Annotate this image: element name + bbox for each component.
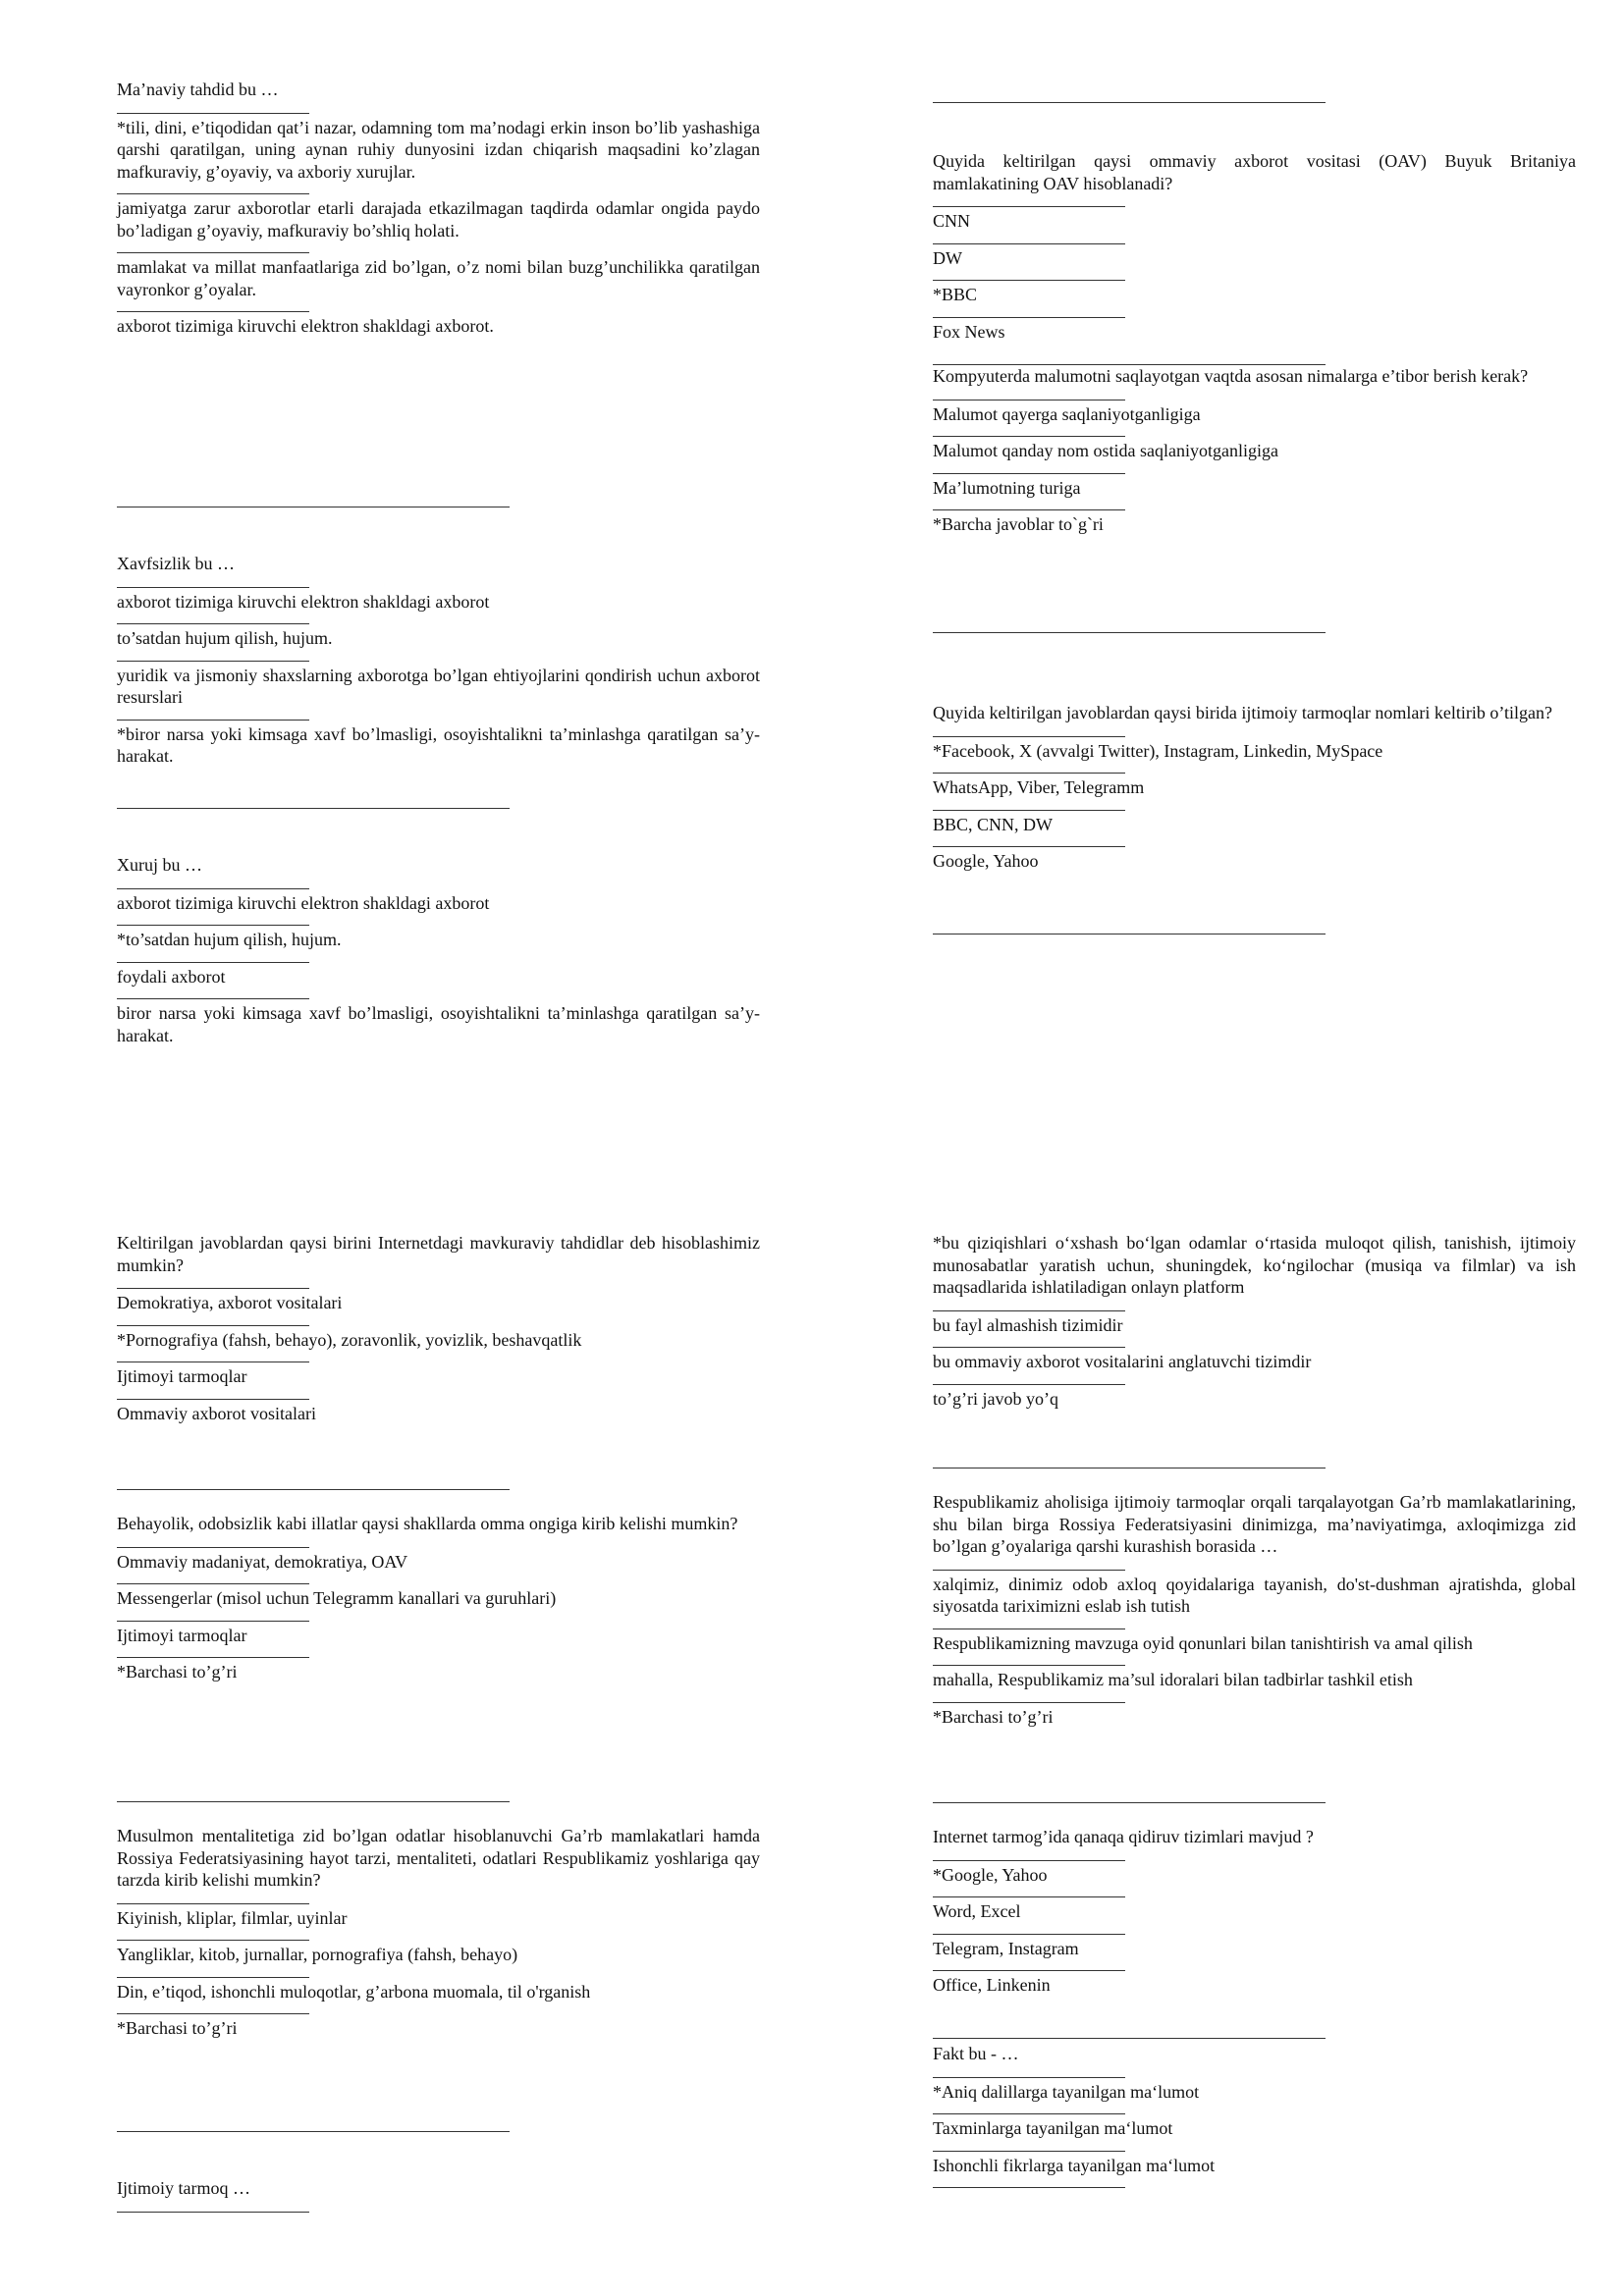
answer-line [117, 623, 309, 624]
answer-text: DW [933, 247, 962, 268]
question-block [117, 1232, 760, 1489]
answer-line [933, 243, 1125, 244]
answer-option [117, 193, 760, 241]
answer-text: Ommaviy madaniyat, demokratiya, OAV [117, 1551, 408, 1572]
answer-text: Yangliklar, kitob, jurnallar, pornografiya (fahsh, behayo) [117, 1945, 518, 1964]
answer-text: *Aniq dalillarga tayanilgan ma‘lumot [933, 2081, 1200, 2102]
answer-option [933, 1629, 1576, 1655]
top-right-column [933, 102, 1576, 934]
question-block [117, 1490, 760, 1801]
answer-option [933, 736, 1576, 763]
answer-option [933, 1702, 1576, 1729]
question-text: Ijtimoiy tarmoq … [117, 2178, 250, 2198]
answer-option [933, 1934, 1576, 1960]
answer-option [117, 623, 760, 650]
answer-line [117, 193, 309, 194]
answer-line [933, 1934, 1125, 1935]
answer-option [933, 436, 1576, 462]
question-separator [933, 2038, 1326, 2039]
question-text: Respublikamiz aholisiga ijtimoiy tarmoqlar orqali tarqalayotgan Ga’rb mamlakatlarining, shu bilan birga Rossiya Federatsiyasini dinimizga, ma’naviyatimga, axloqimizga zid bo’lgan g’oyalariga qarshi kurashish borasida … [933, 1492, 1576, 1556]
answer-option [117, 587, 760, 614]
answer-text: Fox News [933, 321, 1005, 342]
answer-line [117, 2013, 309, 2014]
answer-text: jamiyatga zarur axborotlar etarli darajada etkazilmagan taqdirda odamlar ongida paydo bo’ladigan g’oyaviy, mafkuraviy bo’shliq holati. [117, 198, 760, 240]
answer-option [933, 2113, 1576, 2140]
answer-text: to’g’ri javob yo’q [933, 1388, 1058, 1409]
answer-text: Telegram, Instagram [933, 1938, 1079, 1958]
answer-line [933, 810, 1125, 811]
answer-line [117, 587, 309, 588]
answer-option [117, 661, 760, 709]
answer-text: Google, Yahoo [933, 851, 1039, 871]
answer-line [117, 888, 309, 889]
answer-text: Ommaviy axborot vositalari [117, 1403, 316, 1423]
question-text: Ma’naviy tahdid bu … [117, 80, 279, 99]
answer-option [117, 1288, 760, 1314]
answer-text: biror narsa yoki kimsaga xavf bo’lmasligi, osoyishtalikni ta’minlashga qaratilgan sa’y-harakat. [117, 1003, 760, 1045]
answer-option [117, 1977, 760, 2003]
answer-text: *Facebook, X (avvalgi Twitter), Instagram, Linkedin, MySpace [933, 740, 1383, 761]
answer-text: Malumot qanday nom ostida saqlaniyotganligiga [933, 441, 1278, 460]
answer-option [117, 311, 760, 338]
answer-option [117, 113, 760, 184]
question-text: Quyida keltirilgan qaysi ommaviy axborot vositasi (OAV) Buyuk Britaniya mamlakatining OAV hisoblanadi? [933, 151, 1576, 193]
answer-text: *tili, dini, e’tiqodidan qat’i nazar, odamning tom ma’nodagi erkin inson bo’lib yashashiga qarshi qaratilgan, uning aynan ruhiy dunyosini izdan chiqarish maqsadini ko’zlagan mafkuraviy, g’oyaviy, va axboriy xurujlar. [117, 117, 760, 182]
question-block [933, 365, 1576, 632]
question-block [117, 809, 760, 1046]
answer-line [117, 1399, 309, 1400]
answer-text: CNN [933, 211, 971, 231]
answer-option [933, 1310, 1576, 1337]
answer-text: axborot tizimiga kiruvchi elektron shakldagi axborot. [117, 316, 494, 336]
answer-option [117, 1325, 760, 1352]
answer-option [933, 317, 1576, 344]
answer-text: mamlakat va millat manfaatlariga zid bo’lgan, o’z nomi bilan buzg’unchilikka qaratilgan vayronkor g’oyalar. [117, 257, 760, 299]
answer-text: Demokratiya, axborot vositalari [117, 1293, 343, 1312]
answer-text: Din, e’tiqod, ishonchli muloqotlar, g’arbona muomala, til o'rganish [117, 1981, 591, 2002]
answer-line [117, 1583, 309, 1584]
answer-text: bu ommaviy axborot vositalarini anglatuvchi tizimdir [933, 1352, 1312, 1371]
answer-option [117, 1621, 760, 1647]
answer-line [933, 773, 1125, 774]
answer-option [933, 400, 1576, 426]
question-separator [933, 102, 1326, 103]
answer-option [933, 509, 1576, 536]
answer-text: bu fayl almashish tizimidir [933, 1314, 1123, 1335]
answer-option [117, 1362, 760, 1388]
answer-text: BBC, CNN, DW [933, 814, 1054, 834]
answer-line [933, 1896, 1125, 1897]
answer-text: yuridik va jismoniy shaxslarning axborotga bo’lgan ehtiyojlarini qondirish uchun axborot resurslari [117, 665, 760, 707]
question-text: Musulmon mentalitetiga zid bo’lgan odatlar hisoblanuvchi Ga’rb mamlakatlari hamda Rossiya Federatsiyasining hayot tarzi, mentaliteti, odatlari Respublikamiz yoshlariga qay tarzda kirib kelishi mumkin? [117, 1826, 760, 1890]
answer-line [117, 311, 309, 312]
answer-line [117, 1325, 309, 1326]
answer-option [117, 1903, 760, 1930]
answer-line [933, 1384, 1125, 1385]
answer-line [933, 509, 1125, 510]
answer-option [117, 962, 760, 988]
answer-option [933, 1860, 1576, 1887]
answer-line [933, 280, 1125, 281]
answer-option [933, 2077, 1576, 2104]
question-text: Kompyuterda malumotni saqlayotgan vaqtda asosan nimalarga e’tibor berish kerak? [933, 366, 1529, 386]
answer-line [933, 1347, 1125, 1348]
answer-line [933, 1970, 1125, 1971]
answer-option [933, 2151, 1576, 2177]
answer-option [117, 252, 760, 300]
answer-line [117, 1657, 309, 1658]
answer-text: Taxminlarga tayanilgan ma‘lumot [933, 2118, 1173, 2138]
answer-text: *biror narsa yoki kimsaga xavf bo’lmasligi, osoyishtalikni ta’minlashga qaratilgan sa’y-harakat. [117, 723, 760, 766]
answer-option [933, 280, 1576, 306]
answer-line [933, 2077, 1125, 2078]
answer-text: axborot tizimiga kiruvchi elektron shakldagi axborot [117, 591, 490, 612]
answer-text: *Barchasi to’g’ri [117, 1662, 238, 1682]
answer-text: Ijtimoyi tarmoqlar [117, 1366, 247, 1386]
question-block [933, 1468, 1576, 1802]
answer-option [117, 720, 760, 768]
question-text: Behayolik, odobsizlik kabi illatlar qaysi shakllarda omma ongiga kirib kelishi mumkin? [117, 1514, 738, 1533]
answer-text: Word, Excel [933, 1901, 1021, 1921]
answer-text: WhatsApp, Viber, Telegramm [933, 777, 1145, 797]
answer-option [117, 1547, 760, 1574]
question-block [933, 1232, 1576, 1468]
answer-line [117, 720, 309, 721]
answer-option [933, 1896, 1576, 1923]
answer-line [933, 436, 1125, 437]
answer-text: foydali axborot [117, 966, 226, 987]
answer-text: *Barcha javoblar to`g`ri [933, 514, 1104, 534]
answer-line [117, 113, 309, 114]
answer-line [117, 1547, 309, 1548]
question-text: *bu qiziqishlari o‘xshash bo‘lgan odamlar o‘rtasida muloqot qilish, tanishish, ijtimoiy munosabatlar yaratish uchun, shuningdek, ko‘ngilochar (musiqa va filmlar) va ish maqsadlarida ishlatiladigan onlayn platform [933, 1233, 1576, 1297]
question-block [933, 150, 1576, 364]
answer-line [117, 1288, 309, 1289]
answer-line [117, 925, 309, 926]
answer-line [933, 1310, 1125, 1311]
question-block [117, 507, 760, 808]
answer-text: Office, Linkenin [933, 1975, 1051, 1995]
answer-text: *Google, Yahoo [933, 1864, 1048, 1885]
answer-option [933, 1665, 1576, 1691]
answer-option [117, 888, 760, 915]
answer-line [933, 1665, 1125, 1666]
question-block [117, 1802, 760, 2131]
answer-line [933, 2187, 1125, 2188]
answer-text: *Barchasi to’g’ri [117, 2018, 238, 2038]
answer-option [117, 2013, 760, 2040]
answer-text: Ishonchli fikrlarga tayanilgan ma‘lumot [933, 2155, 1216, 2175]
answer-option [933, 1384, 1576, 1411]
answer-text: axborot tizimiga kiruvchi elektron shakldagi axborot [117, 892, 490, 913]
answer-option [933, 1570, 1576, 1618]
answer-line [933, 736, 1125, 737]
answer-text: Ijtimoyi tarmoqlar [117, 1625, 247, 1645]
answer-text: *Barchasi to’g’ri [933, 1706, 1054, 1727]
question-text: Fakt bu - … [933, 2044, 1019, 2063]
question-block [933, 2043, 1576, 2188]
bottom-left-column [117, 1232, 760, 2216]
answer-line [933, 317, 1125, 318]
answer-line [117, 1621, 309, 1622]
question-block [933, 633, 1576, 934]
answer-option [933, 473, 1576, 500]
question-block [933, 1803, 1576, 2038]
answer-option [933, 206, 1576, 233]
question-text: Keltirilgan javoblardan qaysi birini Internetdagi mavkuraviy tahdidlar deb hisoblashimiz mumkin? [117, 1233, 760, 1275]
answer-text: mahalla, Respublikamiz ma’sul idoralari bilan tadbirlar tashkil etish [933, 1670, 1413, 1689]
top-left-column [117, 79, 760, 1057]
answer-line [933, 1570, 1125, 1571]
answer-line [117, 2212, 309, 2213]
answer-text: *Pornografiya (fahsh, behayo), zoravonlik, yovizlik, beshavqatlik [117, 1329, 582, 1350]
answer-option [117, 925, 760, 951]
answer-text: *BBC [933, 285, 978, 304]
answer-text: Ma’lumotning turiga [933, 477, 1081, 498]
answer-line [117, 1903, 309, 1904]
question-text: Quyida keltirilgan javoblardan qaysi birida ijtimoiy tarmoqlar nomlari keltirib o’tilgan? [933, 703, 1553, 722]
question-text: Xavfsizlik bu … [117, 554, 235, 573]
answer-line [117, 962, 309, 963]
answer-text: Messengerlar (misol uchun Telegramm kanallari va guruhlari) [117, 1588, 557, 1608]
answer-option [933, 243, 1576, 270]
answer-option [117, 1583, 760, 1610]
question-block [117, 79, 760, 507]
answer-text: to’satdan hujum qilish, hujum. [117, 628, 333, 648]
answer-line [933, 1860, 1125, 1861]
answer-line [933, 473, 1125, 474]
answer-line [933, 206, 1125, 207]
answer-option [933, 773, 1576, 799]
answer-line [117, 661, 309, 662]
answer-option [933, 846, 1576, 873]
answer-text: *to’satdan hujum qilish, hujum. [117, 930, 342, 949]
answer-text: Kiyinish, kliplar, filmlar, uyinlar [117, 1907, 348, 1928]
question-block [117, 2132, 760, 2213]
answer-line [117, 998, 309, 999]
answer-option [117, 1399, 760, 1425]
answer-option [933, 1347, 1576, 1373]
bottom-right-column [933, 1232, 1576, 2191]
answer-text: Respublikamizning mavzuga oyid qonunlari bilan tanishtirish va amal qilish [933, 1632, 1473, 1653]
answer-option [117, 1940, 760, 1966]
answer-line [933, 2113, 1125, 2114]
answer-line [117, 1977, 309, 1978]
answer-option [117, 998, 760, 1046]
answer-option [933, 1970, 1576, 1997]
answer-option [933, 810, 1576, 836]
answer-line [933, 1702, 1125, 1703]
question-text: Internet tarmog’ida qanaqa qidiruv tizimlari mavjud ? [933, 1827, 1314, 1846]
answer-option [117, 1657, 760, 1683]
answer-line [117, 1940, 309, 1941]
question-text: Xuruj bu … [117, 855, 202, 875]
answer-text: Malumot qayerga saqlaniyotganligiga [933, 403, 1201, 424]
answer-line [933, 846, 1125, 847]
answer-line [117, 252, 309, 253]
answer-text: xalqimiz, dinimiz odob axloq qoyidalariga tayanish, do'st-dushman ajratishda, global siyosatda tariximizni eslab ish tutish [933, 1574, 1576, 1616]
answer-line [933, 2151, 1125, 2152]
